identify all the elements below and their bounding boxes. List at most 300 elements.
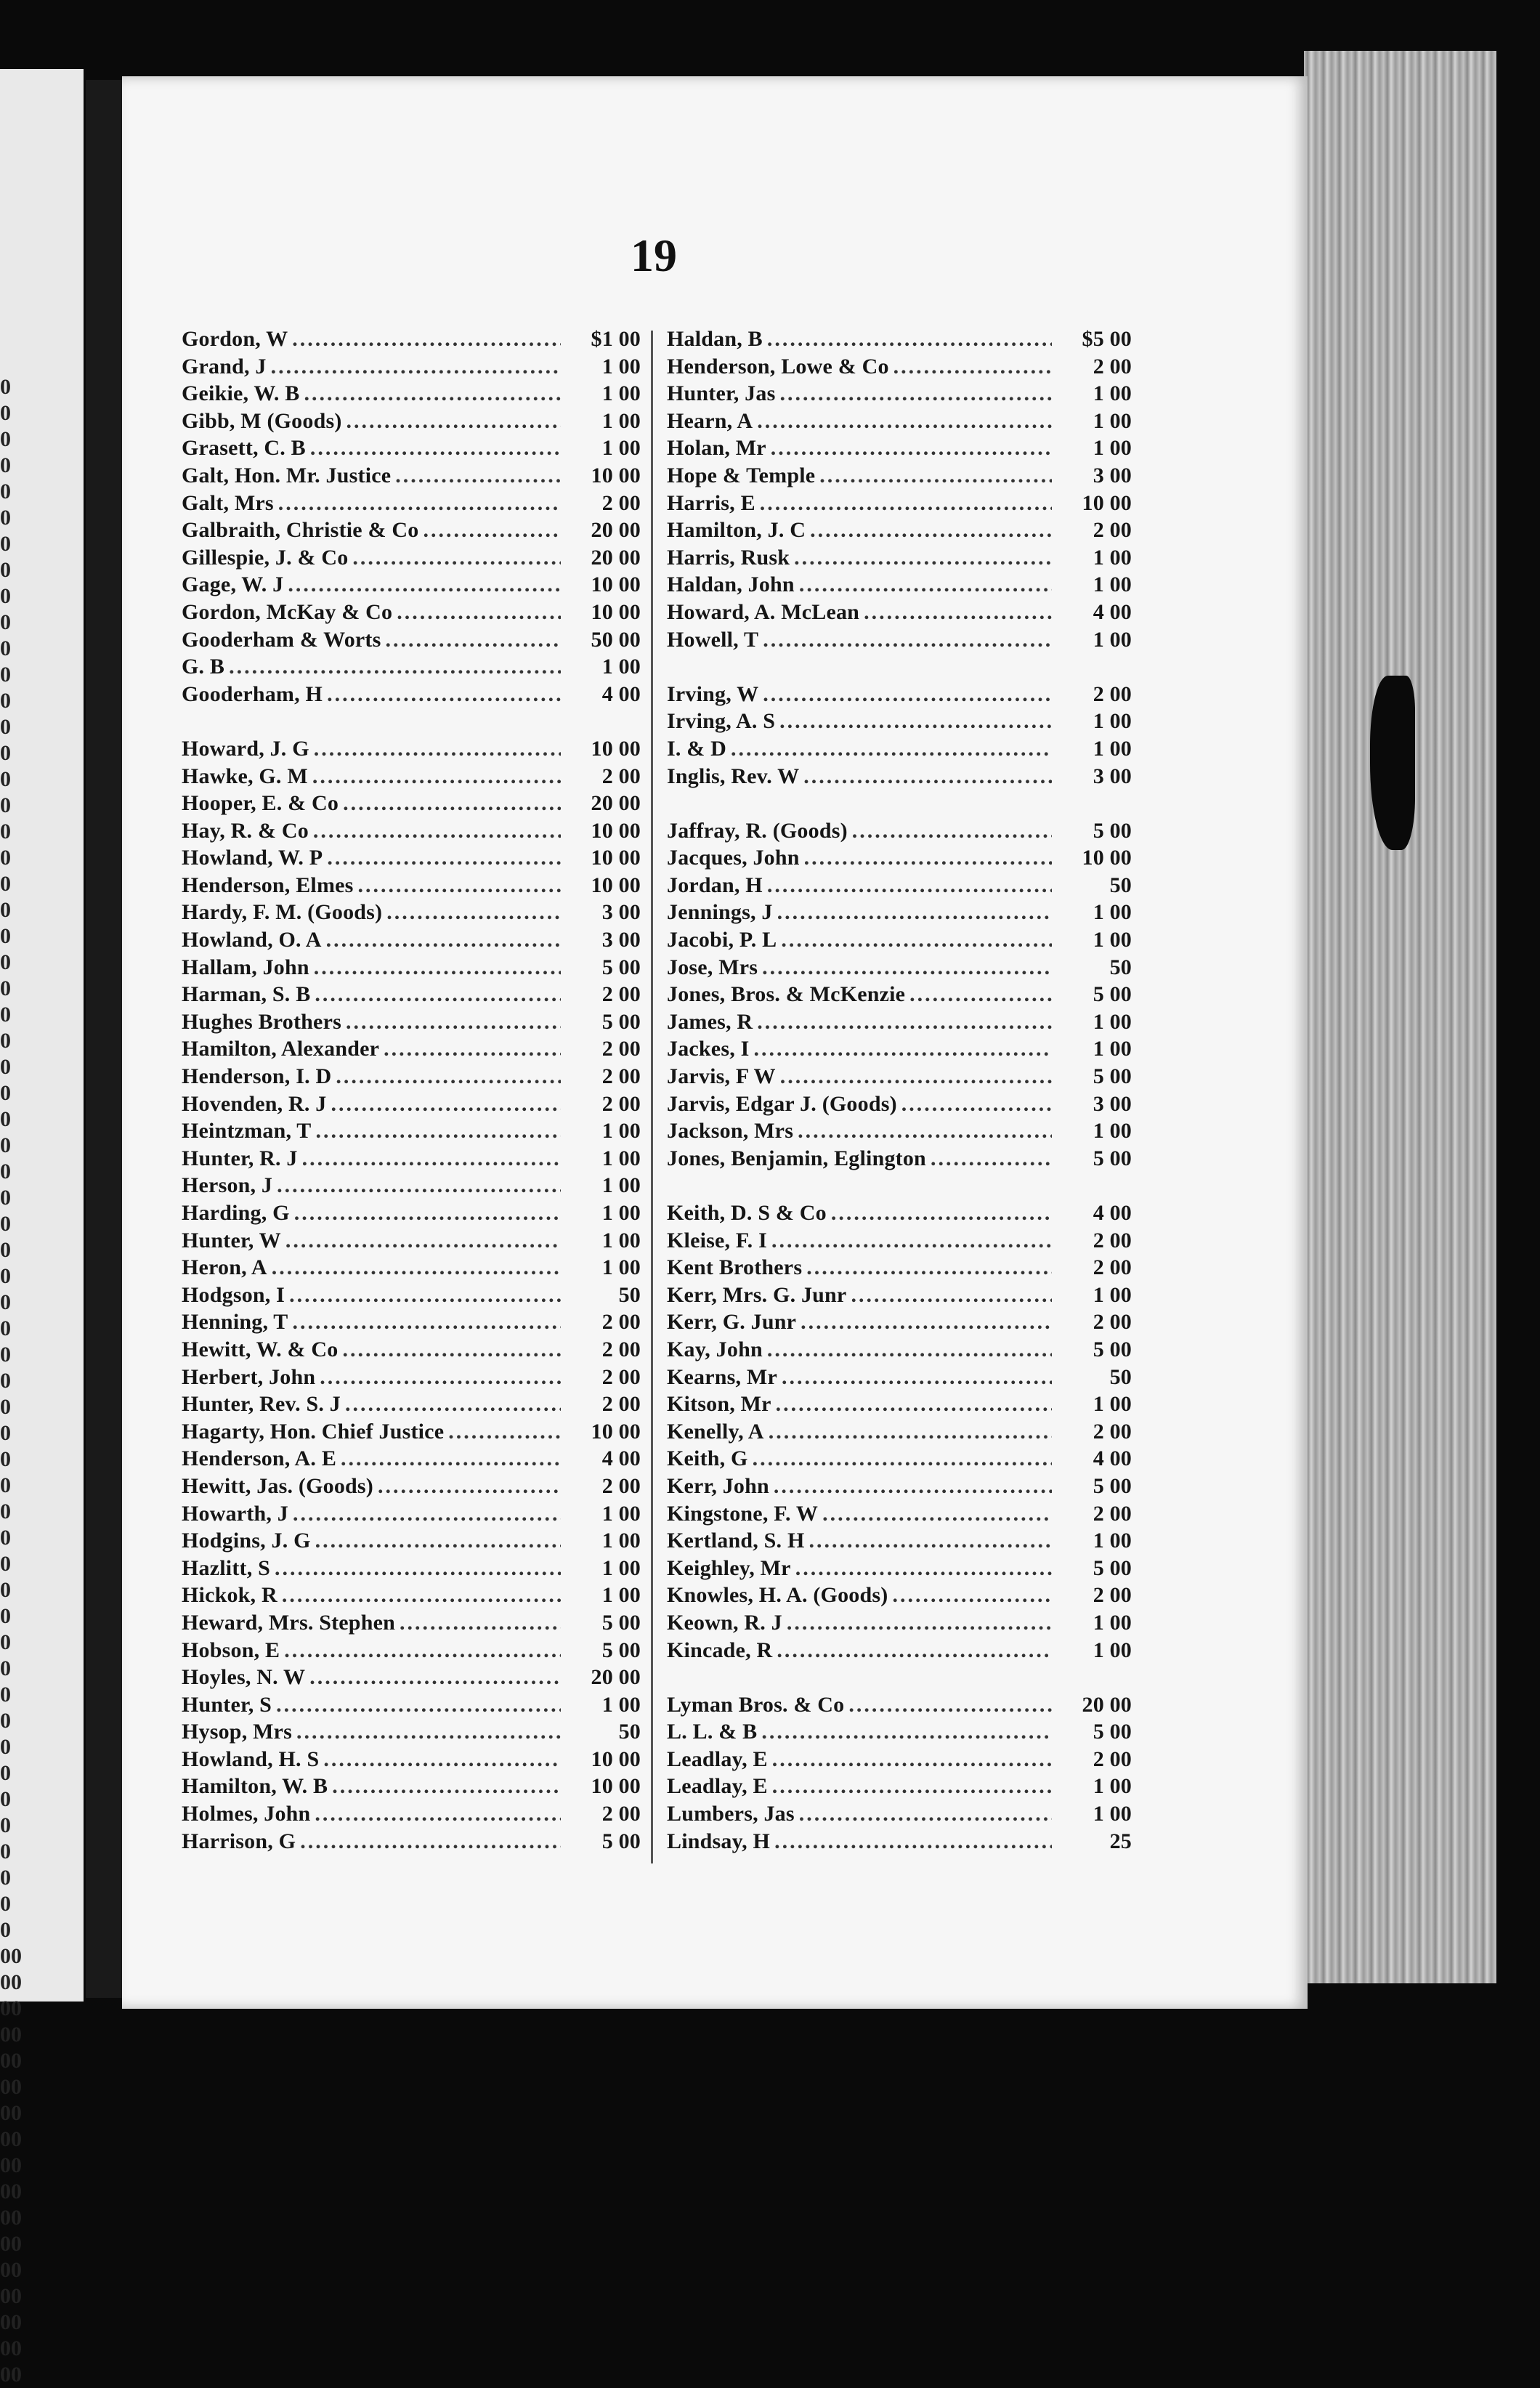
leader-dots xyxy=(831,1201,1052,1226)
subscription-amount: 2 00 xyxy=(601,1364,641,1389)
leader-dots xyxy=(320,1365,561,1390)
subscription-amount: 1 00 xyxy=(1093,436,1132,461)
subscriber-name: Gooderham, H xyxy=(182,681,323,706)
subscriber-entry xyxy=(182,1337,641,1365)
left-edge-digit: 0 xyxy=(0,1212,11,1236)
subscription-amount: 2 00 xyxy=(601,1473,641,1498)
subscriber-name: Gibb, M (Goods) xyxy=(182,408,342,433)
subscription-amount: 2 00 xyxy=(1093,1419,1132,1444)
left-edge-digit: 0 xyxy=(0,1264,11,1288)
subscriber-name: Jones, Bros. & McKenzie xyxy=(667,982,906,1007)
subscriber-entry xyxy=(667,1201,1132,1229)
subscriber-entry xyxy=(182,518,641,546)
subscriber-entry xyxy=(182,655,641,682)
left-edge-digit: 0 xyxy=(0,1055,11,1079)
subscriber-name: Holan, Mr xyxy=(667,436,766,461)
subscriber-entry xyxy=(182,1310,641,1337)
subscriber-name: James, R xyxy=(667,1009,753,1034)
subscriber-name: Henderson, Lowe & Co xyxy=(667,354,889,379)
subscription-amount: 1 00 xyxy=(1093,928,1132,952)
left-edge-digit: 0 xyxy=(0,427,11,451)
leader-dots xyxy=(782,1365,1052,1390)
left-edge-digit: 0 xyxy=(0,1133,11,1157)
subscription-amount: 10 00 xyxy=(591,736,641,761)
left-edge-digit: 0 xyxy=(0,1892,11,1916)
subscriber-name: Irving, W xyxy=(667,681,759,706)
subscription-amount: 1 00 xyxy=(1093,1037,1132,1061)
subscriber-name: Howell, T xyxy=(667,627,759,652)
leader-dots xyxy=(901,1092,1052,1117)
subscriber-name: Kitson, Mr xyxy=(667,1392,771,1417)
subscriber-name: Jaffray, R. (Goods) xyxy=(667,818,848,843)
left-edge-digit: 0 xyxy=(0,636,11,660)
subscriber-entry xyxy=(182,1529,641,1556)
subscriber-name: Kerr, John xyxy=(667,1473,769,1498)
leader-dots xyxy=(384,1037,561,1061)
leader-dots xyxy=(343,1337,562,1362)
leader-dots xyxy=(767,1337,1052,1362)
subscription-amount: 1 00 xyxy=(1093,1774,1132,1799)
left-edge-digit: 00 xyxy=(0,2023,22,2047)
left-edge-digit: 0 xyxy=(0,1421,11,1445)
subscription-amount: 3 00 xyxy=(601,900,641,925)
subscription-amount: 1 00 xyxy=(1093,1392,1132,1417)
subscription-amount: 2 00 xyxy=(1093,354,1132,379)
subscriber-entry xyxy=(667,1010,1132,1037)
subscriber-entry xyxy=(182,1119,641,1146)
subscriber-name: Hodgson, I xyxy=(182,1282,285,1307)
leader-dots xyxy=(309,1665,561,1690)
subscription-amount: 25 xyxy=(1109,1829,1132,1853)
subscriber-entry xyxy=(182,1365,641,1393)
subscriber-name: Hughes Brothers xyxy=(182,1009,341,1034)
left-edge-digit: 0 xyxy=(0,1918,11,1942)
leader-dots xyxy=(772,1774,1052,1799)
subscriber-name: Keith, G xyxy=(667,1446,748,1471)
left-edge-digit: 00 xyxy=(0,2284,22,2308)
subscriber-name: Hysop, Mrs xyxy=(182,1720,292,1744)
subscriber-name: Hovenden, R. J xyxy=(182,1091,327,1116)
subscriber-entry xyxy=(182,491,641,519)
subscriber-name: Hunter, S xyxy=(182,1692,272,1717)
leader-dots xyxy=(229,655,561,679)
subscriber-entry xyxy=(182,1229,641,1256)
left-edge-digit: 0 xyxy=(0,1735,11,1759)
subscriber-entry xyxy=(182,1693,641,1720)
subscriber-entry xyxy=(667,381,1132,409)
subscription-amount: 1 00 xyxy=(601,408,641,433)
subscriber-name: Hoyles, N. W xyxy=(182,1665,306,1690)
section-gap xyxy=(667,791,1132,819)
subscriber-name: Gage, W. J xyxy=(182,572,284,597)
left-edge-digit: 00 xyxy=(0,2127,22,2151)
leader-dots xyxy=(386,628,562,652)
subscription-amount: 1 00 xyxy=(601,1501,641,1526)
leader-dots xyxy=(313,819,561,843)
subscriber-name: Hewitt, Jas. (Goods) xyxy=(182,1473,373,1498)
leader-dots xyxy=(285,1229,561,1253)
leader-dots xyxy=(302,1146,561,1171)
left-edge-digit: 0 xyxy=(0,453,11,477)
left-edge-digit: 0 xyxy=(0,1316,11,1340)
subscriber-name: Howard, A. McLean xyxy=(667,599,860,624)
leader-dots xyxy=(892,1583,1052,1608)
leader-dots xyxy=(296,1720,561,1744)
subscriber-name: Kearns, Mr xyxy=(667,1364,777,1389)
left-edge-digit: 0 xyxy=(0,819,11,843)
subscriber-name: Jones, Benjamin, Eglington xyxy=(667,1146,926,1170)
subscriber-entry xyxy=(667,873,1132,901)
subscriber-entry xyxy=(182,1446,641,1474)
subscription-amount: 2 00 xyxy=(1093,1501,1132,1526)
leader-dots xyxy=(787,1611,1052,1635)
subscription-amount: 2 00 xyxy=(601,1337,641,1361)
subscriber-entry xyxy=(667,1255,1132,1283)
subscription-amount: 3 00 xyxy=(1093,1091,1132,1116)
subscription-amount: 1 00 xyxy=(1093,1638,1132,1662)
column-divider xyxy=(651,331,653,1863)
left-edge-digit: 0 xyxy=(0,741,11,765)
subscriber-entry xyxy=(667,1037,1132,1064)
left-edge-digit: 0 xyxy=(0,1526,11,1550)
left-edge-digit: 0 xyxy=(0,1604,11,1628)
subscription-amount: 1 00 xyxy=(1093,736,1132,761)
leader-dots xyxy=(304,381,561,406)
subscriber-name: Hewitt, W. & Co xyxy=(182,1337,339,1361)
section-gap xyxy=(667,1173,1132,1201)
leader-dots xyxy=(799,1802,1052,1826)
leader-dots xyxy=(300,1829,561,1854)
subscriber-entry xyxy=(182,955,641,983)
leader-dots xyxy=(799,572,1052,597)
leader-dots xyxy=(332,1774,561,1799)
leader-dots xyxy=(767,873,1052,898)
subscriber-name: Kingstone, F. W xyxy=(667,1501,819,1526)
subscriber-entry xyxy=(182,1556,641,1584)
subscriber-name: L. L. & B xyxy=(667,1720,758,1744)
leader-dots xyxy=(760,491,1052,516)
left-page-digits xyxy=(0,374,22,2388)
subscriber-entry xyxy=(667,682,1132,710)
subscriber-entry xyxy=(182,572,641,600)
subscriber-entry xyxy=(667,1064,1132,1092)
leader-dots xyxy=(757,1010,1052,1035)
subscriber-entry xyxy=(182,1146,641,1174)
subscription-amount: 1 00 xyxy=(601,1146,641,1170)
subscriber-name: Howard, J. G xyxy=(182,736,309,761)
subscriber-name: Kerr, Mrs. G. Junr xyxy=(667,1282,847,1307)
subscription-amount: $5 00 xyxy=(1082,327,1132,351)
subscription-amount: 4 00 xyxy=(601,1446,641,1471)
page-edge-tear xyxy=(1370,676,1415,850)
subscriber-entry xyxy=(667,819,1132,846)
leader-dots xyxy=(767,327,1052,352)
subscriber-name: Henderson, I. D xyxy=(182,1064,332,1089)
subscription-amount: 1 00 xyxy=(601,1255,641,1280)
subscriber-entry xyxy=(182,409,641,437)
leader-dots xyxy=(798,1119,1052,1144)
section-gap xyxy=(667,655,1132,682)
left-edge-digit: 0 xyxy=(0,1473,11,1497)
left-edge-digit: 0 xyxy=(0,715,11,739)
subscriber-entry xyxy=(667,1420,1132,1447)
leader-dots xyxy=(314,955,561,980)
left-edge-digit: 0 xyxy=(0,1029,11,1053)
subscriber-entry xyxy=(182,1638,641,1666)
subscriber-name: Geikie, W. B xyxy=(182,381,300,406)
subscriber-entry xyxy=(182,791,641,819)
subscriber-name: Hardy, F. M. (Goods) xyxy=(182,900,383,925)
subscription-amount: 2 00 xyxy=(601,1064,641,1089)
left-edge-digit: 0 xyxy=(0,1238,11,1262)
subscriber-name: Heward, Mrs. Stephen xyxy=(182,1610,395,1635)
left-edge-digit: 0 xyxy=(0,1552,11,1576)
subscriber-entry xyxy=(667,900,1132,928)
leader-dots xyxy=(448,1420,561,1444)
subscriber-name: Leadlay, E xyxy=(667,1747,768,1771)
subscriber-name: Jackson, Mrs xyxy=(667,1119,794,1144)
subscriber-name: Jennings, J xyxy=(667,900,773,925)
subscriber-entry xyxy=(667,1774,1132,1802)
subscriber-entry xyxy=(182,1474,641,1502)
left-edge-digit: 0 xyxy=(0,375,11,399)
subscriber-name: Jackes, I xyxy=(667,1037,750,1061)
subscriber-name: Jacobi, P. L xyxy=(667,928,777,952)
subscription-amount: 1 00 xyxy=(1093,381,1132,406)
subscriber-name: Grand, J xyxy=(182,354,267,379)
section-gap xyxy=(667,1665,1132,1693)
subscriber-name: I. & D xyxy=(667,736,727,761)
subscriber-entry xyxy=(667,1720,1132,1747)
subscriber-name: Kerr, G. Junr xyxy=(667,1310,797,1335)
leader-dots xyxy=(777,900,1052,925)
leader-dots xyxy=(769,1420,1052,1444)
subscriber-entry xyxy=(667,955,1132,983)
subscriber-entry xyxy=(182,1665,641,1693)
subscriber-name: Gordon, W xyxy=(182,327,288,351)
subscriber-entry xyxy=(667,464,1132,491)
left-edge-digit: 0 xyxy=(0,1656,11,1680)
subscription-amount: 1 00 xyxy=(1093,900,1132,925)
leader-dots xyxy=(757,409,1052,434)
leader-dots xyxy=(753,1037,1052,1061)
leader-dots xyxy=(271,355,561,379)
subscriber-entry xyxy=(182,1201,641,1229)
leader-dots xyxy=(772,1747,1052,1772)
subscription-amount: 1 00 xyxy=(1093,709,1132,734)
subscription-amount: 1 00 xyxy=(601,1228,641,1252)
leader-dots xyxy=(810,518,1052,543)
subscriber-entry xyxy=(182,1092,641,1120)
subscriber-entry xyxy=(182,764,641,792)
leader-dots xyxy=(278,491,561,516)
left-edge-digit: 00 xyxy=(0,2049,22,2073)
left-edge-digit: 0 xyxy=(0,793,11,817)
left-edge-digit: 0 xyxy=(0,1787,11,1811)
left-edge-digit: 0 xyxy=(0,950,11,974)
subscription-amount: 1 00 xyxy=(601,1201,641,1225)
subscriber-entry xyxy=(667,518,1132,546)
subscription-amount: 1 00 xyxy=(601,1173,641,1198)
subscriber-name: Irving, A. S xyxy=(667,709,776,734)
subscriber-name: Hay, R. & Co xyxy=(182,818,309,843)
subscriber-entry xyxy=(667,846,1132,873)
subscriber-name: Henderson, Elmes xyxy=(182,873,354,897)
subscription-amount: 5 00 xyxy=(1093,982,1132,1007)
left-edge-digit: 0 xyxy=(0,1630,11,1654)
page-edges xyxy=(1304,51,1496,1983)
subscriber-name: Howarth, J xyxy=(182,1501,288,1526)
subscription-amount: $1 00 xyxy=(591,327,641,351)
subscriber-entry xyxy=(182,1802,641,1829)
subscriber-entry xyxy=(667,1392,1132,1420)
leader-dots xyxy=(779,381,1052,406)
subscription-amount: 2 00 xyxy=(601,1802,641,1826)
subscription-amount: 10 00 xyxy=(591,873,641,897)
subscriber-entry xyxy=(667,1229,1132,1256)
subscriber-entry xyxy=(667,436,1132,464)
subscriber-entry xyxy=(182,1611,641,1638)
left-edge-digit: 0 xyxy=(0,558,11,582)
subscription-amount: 5 00 xyxy=(601,1829,641,1853)
leader-dots xyxy=(774,1829,1052,1854)
left-edge-digit: 0 xyxy=(0,1709,11,1733)
left-edge-digit: 0 xyxy=(0,1395,11,1419)
subscriber-entry xyxy=(182,682,641,710)
leader-dots xyxy=(779,709,1052,734)
left-subscriber-column xyxy=(182,327,641,1856)
left-edge-digit: 0 xyxy=(0,1499,11,1523)
subscription-amount: 1 00 xyxy=(1093,1282,1132,1307)
subscriber-entry xyxy=(182,355,641,382)
subscriber-entry xyxy=(667,1337,1132,1365)
subscription-amount: 10 00 xyxy=(591,572,641,597)
left-edge-digit: 0 xyxy=(0,1159,11,1183)
subscriber-entry xyxy=(182,900,641,928)
leader-dots xyxy=(806,1255,1052,1280)
left-edge-digit: 00 xyxy=(0,2075,22,2099)
subscriber-name: Kent Brothers xyxy=(667,1255,803,1280)
subscription-amount: 2 00 xyxy=(1093,681,1132,706)
subscriber-name: Gordon, McKay & Co xyxy=(182,599,393,624)
leader-dots xyxy=(822,1502,1052,1526)
subscription-amount: 5 00 xyxy=(1093,1337,1132,1361)
subscription-amount: 10 00 xyxy=(591,599,641,624)
subscriber-name: Keith, D. S & Co xyxy=(667,1201,827,1225)
leader-dots xyxy=(774,1474,1052,1499)
subscriber-entry xyxy=(182,1502,641,1529)
subscriber-name: Galt, Mrs xyxy=(182,490,274,515)
left-edge-digit: 00 xyxy=(0,2363,22,2387)
leader-dots xyxy=(851,1283,1052,1308)
leader-dots xyxy=(763,628,1052,652)
leader-dots xyxy=(289,1283,561,1308)
subscriber-name: Howland, W. P xyxy=(182,846,323,870)
left-edge-digit: 0 xyxy=(0,532,11,556)
left-edge-digit: 0 xyxy=(0,924,11,948)
subscriber-entry xyxy=(182,464,641,491)
leader-dots xyxy=(852,819,1052,843)
left-edge-digit: 00 xyxy=(0,1996,22,2020)
leader-dots xyxy=(316,1119,561,1144)
subscription-amount: 2 00 xyxy=(601,490,641,515)
subscription-amount: 1 00 xyxy=(1093,1119,1132,1144)
subscription-amount: 5 00 xyxy=(1093,818,1132,843)
leader-dots xyxy=(346,409,561,434)
subscription-amount: 1 00 xyxy=(1093,1610,1132,1635)
subscriber-entry xyxy=(182,1064,641,1092)
subscription-amount: 2 00 xyxy=(601,1037,641,1061)
subscription-amount: 1 00 xyxy=(601,1555,641,1580)
leader-dots xyxy=(293,1310,561,1335)
subscriber-entry xyxy=(182,1720,641,1747)
subscriber-name: Herson, J xyxy=(182,1173,273,1198)
left-edge-digit: 0 xyxy=(0,506,11,530)
subscriber-entry xyxy=(182,982,641,1010)
leader-dots xyxy=(819,464,1052,488)
leader-dots xyxy=(292,327,561,352)
subscription-amount: 10 00 xyxy=(591,1419,641,1444)
subscriber-entry xyxy=(667,1556,1132,1584)
leader-dots xyxy=(272,1255,561,1280)
subscriber-name: Herbert, John xyxy=(182,1364,316,1389)
subscription-amount: 5 00 xyxy=(1093,1555,1132,1580)
subscriber-name: Haldan, B xyxy=(667,327,763,351)
leader-dots xyxy=(909,982,1052,1007)
subscriber-name: Harrison, G xyxy=(182,1829,296,1853)
subscriber-name: Hobson, E xyxy=(182,1638,280,1662)
subscription-amount: 20 00 xyxy=(591,1665,641,1690)
subscriber-name: Harding, G xyxy=(182,1201,290,1225)
subscription-amount: 20 00 xyxy=(1082,1692,1132,1717)
left-edge-digit: 0 xyxy=(0,1003,11,1027)
leader-dots xyxy=(771,436,1052,461)
subscription-amount: 50 00 xyxy=(591,627,641,652)
subscriber-entry xyxy=(667,1365,1132,1393)
page-number: 19 xyxy=(631,230,677,281)
leader-dots xyxy=(776,1392,1052,1417)
subscription-amount: 3 00 xyxy=(1093,463,1132,487)
leader-dots xyxy=(761,1720,1052,1744)
subscriber-name: Jarvis, F W xyxy=(667,1064,776,1089)
subscription-amount: 5 00 xyxy=(1093,1720,1132,1744)
left-edge-digit: 0 xyxy=(0,610,11,634)
subscriber-name: Kertland, S. H xyxy=(667,1529,805,1553)
subscription-amount: 2 00 xyxy=(1093,1747,1132,1771)
subscriber-entry xyxy=(667,764,1132,792)
subscriber-entry xyxy=(182,1392,641,1420)
subscriber-name: Hodgins, J. G xyxy=(182,1529,311,1553)
subscriber-name: Hunter, W xyxy=(182,1228,281,1252)
subscriber-name: Gillespie, J. & Co xyxy=(182,545,349,570)
subscription-amount: 50 xyxy=(618,1282,641,1307)
leader-dots xyxy=(345,1392,561,1417)
leader-dots xyxy=(781,928,1052,952)
leader-dots xyxy=(341,1446,561,1471)
leader-dots xyxy=(343,791,561,816)
subscription-amount: 50 xyxy=(618,1720,641,1744)
leader-dots xyxy=(893,355,1052,379)
subscription-amount: 5 00 xyxy=(1093,1146,1132,1170)
subscription-amount: 5 00 xyxy=(601,1638,641,1662)
leader-dots xyxy=(276,1693,561,1717)
subscriber-entry xyxy=(667,1747,1132,1775)
subscriber-name: Holmes, John xyxy=(182,1802,311,1826)
right-subscriber-column xyxy=(667,327,1132,1856)
leader-dots xyxy=(803,764,1052,789)
subscription-amount: 1 00 xyxy=(601,1692,641,1717)
left-edge-digit: 0 xyxy=(0,1290,11,1314)
